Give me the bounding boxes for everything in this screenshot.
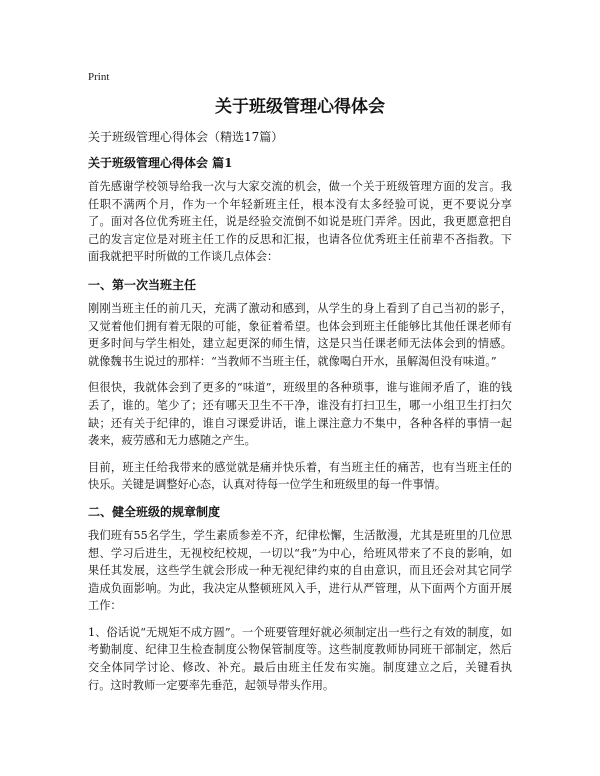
part-heading: 关于班级管理心得体会 篇1 [88,156,233,170]
section2-heading: 二、健全班级的规章制度 [88,504,221,519]
section1-paragraph-3: 目前，班主任给我带来的感觉就是痛并快乐着，有当班主任的痛苦，也有当班主任的快乐。关键是调整好心态，认真对待每一位学生和班级里的每一件事情。 [88,460,512,492]
print-label: Print [88,71,110,83]
section1-paragraph-2: 但很快，我就体会到了更多的“味道”，班级里的各种琐事，谁与谁闹矛盾了，谁的钱丢了，谁的。笔少了；还有哪天卫生不干净，谁没有打扫卫生，哪一小组卫生打扫欠缺；还有关于纪律的，谁自习课爱讲话，谁上课注意力不集中，各种各样的事情一起袭来，疲劳感和无力感随之产生。 [88,381,512,448]
intro-paragraph: 首先感谢学校领导给我一次与大家交流的机会，做一个关于班级管理方面的发言。我任职不满两个月，作为一个年轻新班主任，根本没有太多经验可说，更不要说分享了。面对各位优秀班主任，说是经验交流倒不如说是班门弄斧。因此，我更愿意把自己的发言定位是对班主任工作的反思和汇报，也请各位优秀班主任前辈不吝指教。下面我就把平时所做的工作谈几点体会： [88,180,512,264]
section2-paragraph-1: 我们班有55名学生，学生素质参差不齐，纪律松懈，生活散漫，尤其是班里的几位思想、学习后进生，无视校纪校规，一切以“我”为中心，给班风带来了不良的影响，如果任其发展，这些学生就会形成一种无视纪律约束的自由意识，而且还会对其它同学造成负面影响。为此，我决定从整顿班风入手，进行从严管理，从下面两个方面开展工作： [88,528,512,613]
section1-heading: 一、第一次当班主任 [88,277,197,292]
document-subtitle: 关于班级管理心得体会（精选17篇） [88,130,284,144]
document-title: 关于班级管理心得体会 [215,97,385,117]
section2-paragraph-2: 1、俗话说“无规矩不成方圆”。一个班要管理好就必须制定出一些行之有效的制度，如考勤制度、纪律卫生检查制度公物保管制度等。这些制度教师协同班干部制定，然后交全体同学讨论、修改、补充。最后由班主任发布实施。制度建立之后，关键看执行。这时教师一定要率先垂范，起领导带头作用。 [88,625,512,692]
section1-paragraph-1: 刚刚当班主任的前几天，充满了激动和感到，从学生的身上看到了自己当初的影子，又觉着他们拥有着无限的可能，象征着希望。也体会到班主任能够比其他任课老师有更多时间与学生相处，建立起更深的师生情，这是只当任课老师无法体会到的情感。就像魏书生说过的那样：“当教师不当班主任，就像喝白开水，虽解渴但没有味道。” [88,301,512,368]
